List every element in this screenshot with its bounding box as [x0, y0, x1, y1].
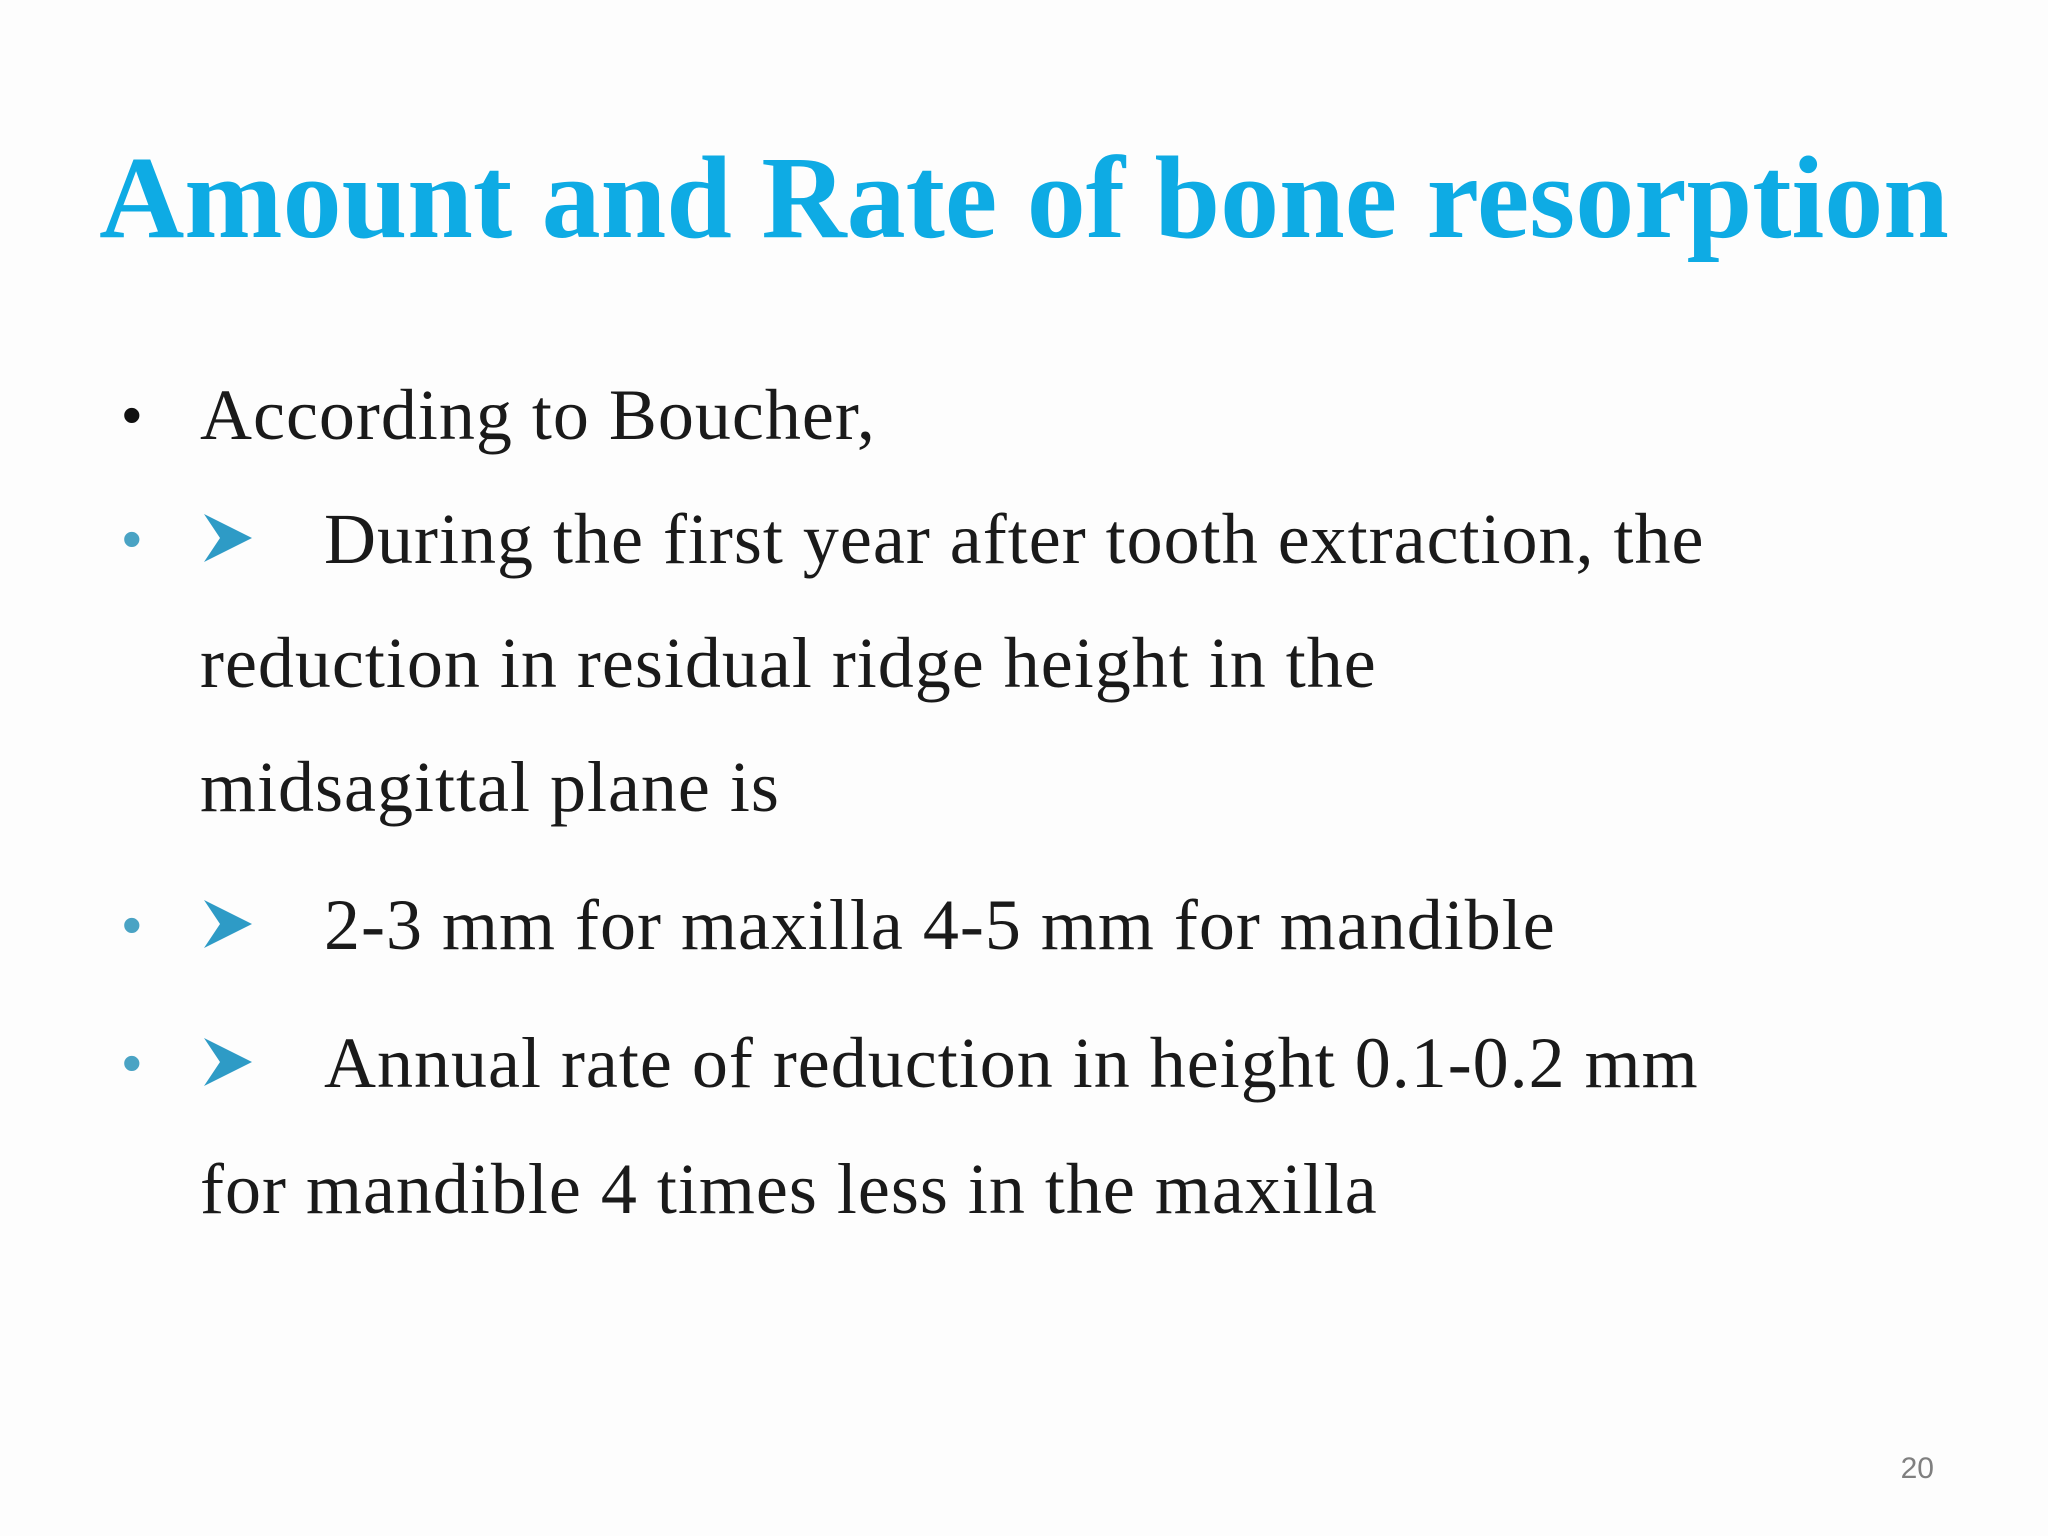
item-1-line-1: During the first year after tooth extraction, the [324, 499, 1705, 579]
bullet-dot-icon: • [122, 1031, 142, 1094]
item-2-line-1: 2-3 mm for maxilla 4-5 mm for mandible [324, 885, 1556, 965]
arrow-bullet-icon [200, 1032, 260, 1092]
page-number: 20 [1900, 1452, 1934, 1485]
bullet-dot-icon: • [122, 383, 142, 446]
item-3-line-2: for mandible 4 times less in the maxilla [200, 1149, 1378, 1229]
bullet-dot-icon: • [122, 507, 142, 570]
arrow-bullet-icon [200, 508, 260, 568]
arrow-bullet-icon [200, 894, 260, 954]
item-1-line-2: reduction in residual ridge height in the [200, 623, 1377, 703]
item-1-line-3: midsagittal plane is [200, 747, 780, 827]
item-3-line-1: Annual rate of reduction in height 0.1-0.2 mm [324, 1023, 1699, 1103]
intro-text: According to Boucher, [200, 375, 876, 455]
bullet-dot-icon: • [122, 893, 142, 956]
slide-title: Amount and Rate of bone resorption [99, 132, 1949, 263]
